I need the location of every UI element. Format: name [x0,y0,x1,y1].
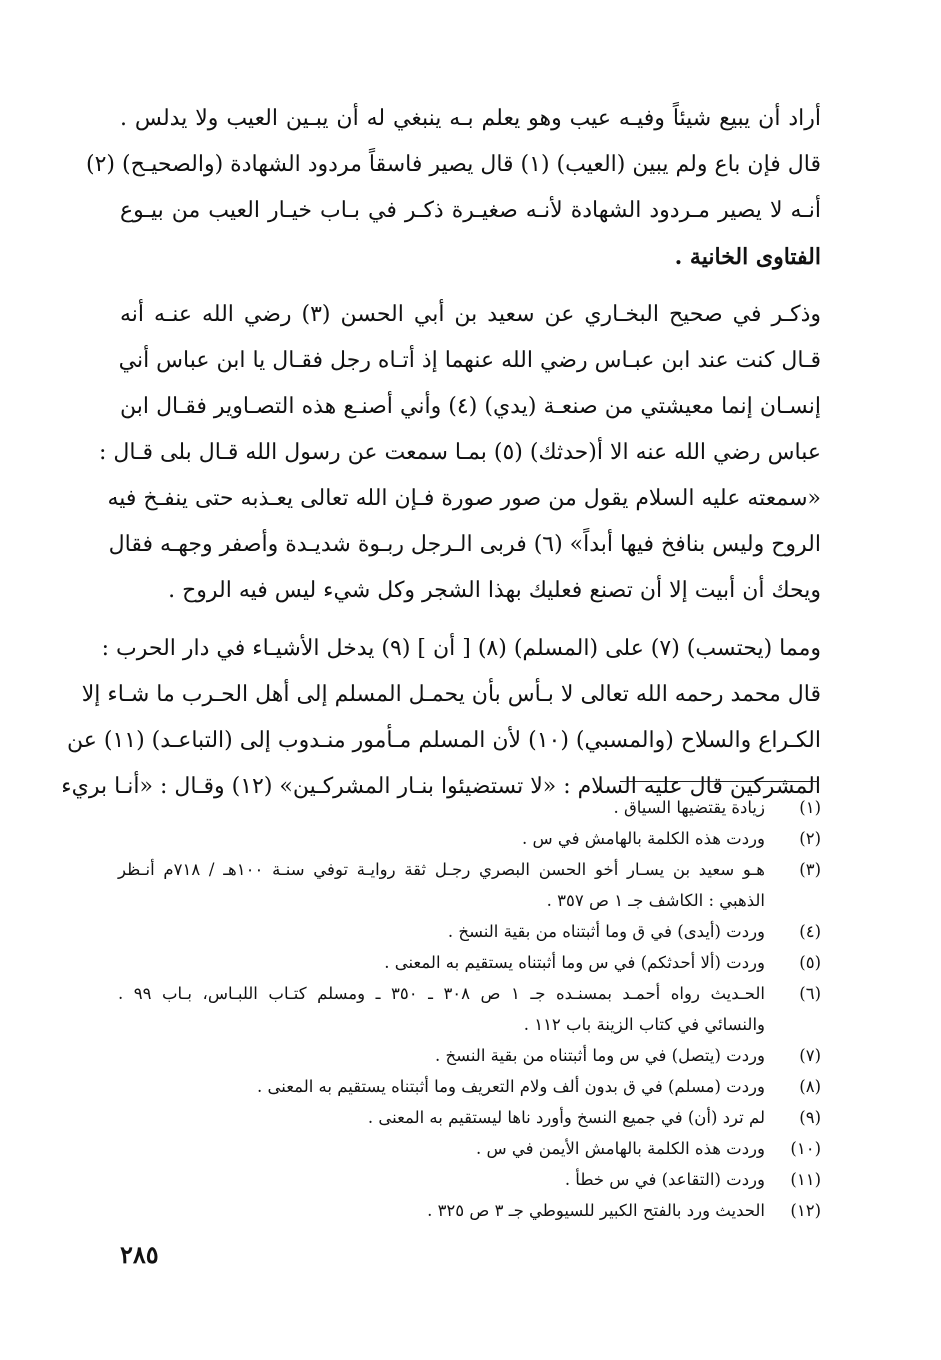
footnote-text: وردت هذه الكلمة بالهامش الأيمن في س . [476,1139,765,1158]
footnote [118,1164,821,1195]
footnote-number: (٤) [799,922,821,941]
footnote [118,1071,821,1102]
footnote [118,823,821,854]
footnote [118,1102,821,1133]
text-line: قال محمد رحمه الله تعالى لا بـأس بأن يحمـل المسلم إلى أهل الحـرب ما شـاء إلا [81,682,821,707]
footnote-number: (٦) [799,984,821,1003]
text-line: إنسـان إنما معيشتي من صنعـة (يدي) (٤) وأني أصنـع هذه التصـاوير فقـال ابن [120,394,822,419]
text-line: ومما (يحتسب) (٧) على (المسلم) (٨) [ أن ] (٩) يدخل الأشيـاء في دار الحرب : [101,636,821,661]
footnote-text: لم ترد (أن) في جميع النسخ وأورد ناها ليستقيم به المعنى . [367,1108,765,1127]
footnote-number: (٣) [799,860,821,879]
page-number: ٢٨٥ [120,1240,159,1269]
footnote [118,916,821,947]
footnote [118,1133,821,1164]
footnote [118,947,821,978]
footnote-continuation: والنسائي في كتاب الزينة باب ١١٢ . [523,1015,765,1034]
footnote-number: (٧) [799,1046,821,1065]
footnote [118,978,821,1009]
footnote [118,1195,821,1226]
text-line: ويحك أن أبيت إلا أن تصنع فعليك بهذا الشجر وكل شيء ليس فيه الروح . [168,578,821,603]
text-line: المشركين قال عليه السلام : «لا تستضيئوا بنـار المشركـين» (١٢) وقـال : «أنـا بريء [61,774,821,799]
footnote-text: وردت هذه الكلمة بالهامش في س . [521,829,765,848]
footnote-number: (١) [799,798,821,817]
text-line: أنـه لا يصير مـردود الشهادة لأنـه صغيـرة ذكـر في بـاب خيـار العيب من بيـوع [120,198,821,223]
text-line: أراد أن يبيع شيئاً وفيـه عيب وهو يعلم بـه ينبغي له أن يبـين العيب ولا يدلس . [120,106,821,131]
footnote-divider [620,781,818,782]
text-line: وذكـر في صحيح البخـاري عن سعيد بن أبي الحسن (٣) رضي الله عنـه أنه [120,302,821,327]
footnote-text: الحديث ورد بالفتح الكبير للسيوطي جـ ٣ ص ٣٢٥ . [427,1201,765,1220]
footnote [118,854,821,885]
footnote-number: (١١) [790,1170,821,1189]
footnote-text: هـو سعيد بن يسـار أخو الحسن البصري رجـل ثقة روايـة توفي سنـة ١٠٠هـ / ٧١٨م أنـظر [118,860,765,879]
text-line: قال فإن باع ولم يبين (العيب) (١) قال يصير فاسقاً مردود الشهادة (والصحيـح) (٢) [86,152,821,177]
text-line: عباس رضي الله عنه الا أ(حدثك) (٥) بمـا سمعت عن رسول الله قـال بلى قـال : [98,440,821,465]
footnote-number: (٥) [799,953,821,972]
footnote-continuation: الذهبي : الكاشف جـ ١ ص ٣٥٧ . [546,891,765,910]
text-line: الروح وليس بنافخ فيها أبداً» (٦) فربى الـرجل ربـوة شديـدة وأصفر وجهـه فقال [108,532,821,557]
footnote-number: (٨) [799,1077,821,1096]
footnote-number: (١٢) [790,1201,821,1220]
footnote-number: (٢) [799,829,821,848]
main-text [61,96,822,810]
footnotes [118,792,821,1226]
text-line: قـال كنت عند ابن عبـاس رضي الله عنهما إذ أتـاه رجل فقـال يا ابن عباس أني [118,348,821,373]
footnote-text: الحـديث رواه أحمـد بمسنـده جـ ١ ص ٣٠٨ ـ ٣٥٠ ـ ومسلم كتـاب اللبـاس، بـاب ٩٩ . [118,984,765,1003]
text-line: الفتاوى الخانية . [674,244,821,270]
footnote-text: وردت (مسلم) في ق بدون ألف ولام التعريف وما أثبتناه يستقيم به المعنى . [256,1077,765,1096]
footnote-text: زيادة يقتضيها السياق . [613,798,765,817]
text-line: «سمعته عليه السلام يقول من صور صورة فـإن الله تعالى يعـذبه حتى ينفـخ فيه [107,486,821,511]
footnote-text: وردت (أيدى) في ق وما أثبتناه من بقية النسخ . [447,922,765,941]
footnote [118,1040,821,1071]
footnote-text: وردت (ألا أحدثكم) في س وما أثبتناه يستقيم به المعنى . [384,953,765,972]
footnote-text: وردت (التقاعد) في س خطأ . [564,1170,765,1189]
text-line: الكـراع والسلاح (والمسبي) (١٠) لأن المسلم مـأمور منـدوب إلى (التباعـد) (١١) عن [66,728,821,753]
footnote-text: وردت (يتصل) في س وما أثبتناه من بقية النسخ . [434,1046,765,1065]
footnote-number: (١٠) [790,1139,821,1158]
footnote [118,792,821,823]
footnote-number: (٩) [799,1108,821,1127]
